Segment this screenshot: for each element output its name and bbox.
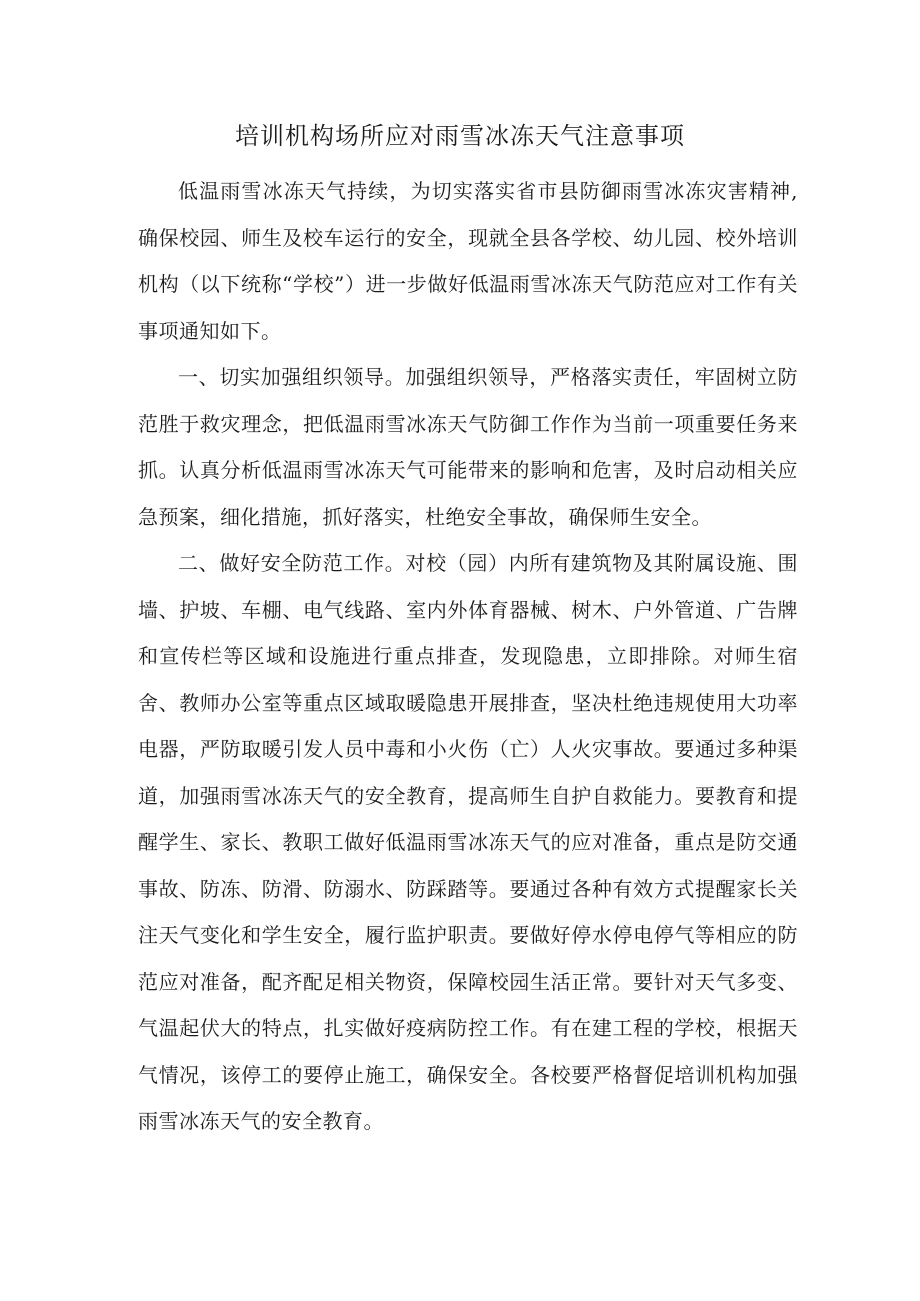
paragraph-section-1: 一、切实加强组织领导。加强组织领导，严格落实责任，牢固树立防范胜于救灾理念，把低温雨雪冰冻天气防御工作作为当前一项重要任务来抓。认真分析低温雨雪冰冻天气可能带来的影响和危害，及时启动相关应急预案，细化措施，抓好落实，杜绝安全事故，确保师生安全。: [138, 365, 798, 529]
document-body: [138, 168, 798, 1145]
paragraph-section-2: 二、做好安全防范工作。对校（园）内所有建筑物及其附属设施、围墙、护坡、车棚、电气线路、室内外体育器械、树木、户外管道、广告牌和宣传栏等区域和设施进行重点排查，发现隐患，立即排除。对师生宿舍、教师办公室等重点区域取暖隐患开展排查，坚决杜绝违规使用大功率电器，严防取暖引发人员中毒和小火伤（亡）人火灾事故。要通过多种渠道，加强雨雪冰冻天气的安全教育，提高师生自护自救能力。要教育和提醒学生、家长、教职工做好低温雨雪冰冻天气的应对准备，重点是防交通事故、防冻、防滑、防溺水、防踩踏等。要通过各种有效方式提醒家长关注天气变化和学生安全，履行监护职责。要做好停水停电停气等相应的防范应对准备，配齐配足相关物资，保障校园生活正常。要针对天气多变、气温起伏大的特点，扎实做好疫病防控工作。有在建工程的学校，根据天气情况，该停工的要停止施工，确保安全。各校要严格督促培训机构加强雨雪冰冻天气的安全教育。: [138, 551, 798, 1133]
paragraph-intro: 低温雨雪冰冻天气持续，为切实落实省市县防御雨雪冰冻灾害精神,确保校园、师生及校车运行的安全，现就全县各学校、幼儿园、校外培训机构（以下统称“学校”）进一步做好低温雨雪冰冻天气防范应对工作有关事项通知如下。: [138, 179, 798, 343]
document-title: 培训机构场所应对雨雪冰冻天气注意事项: [235, 122, 685, 150]
